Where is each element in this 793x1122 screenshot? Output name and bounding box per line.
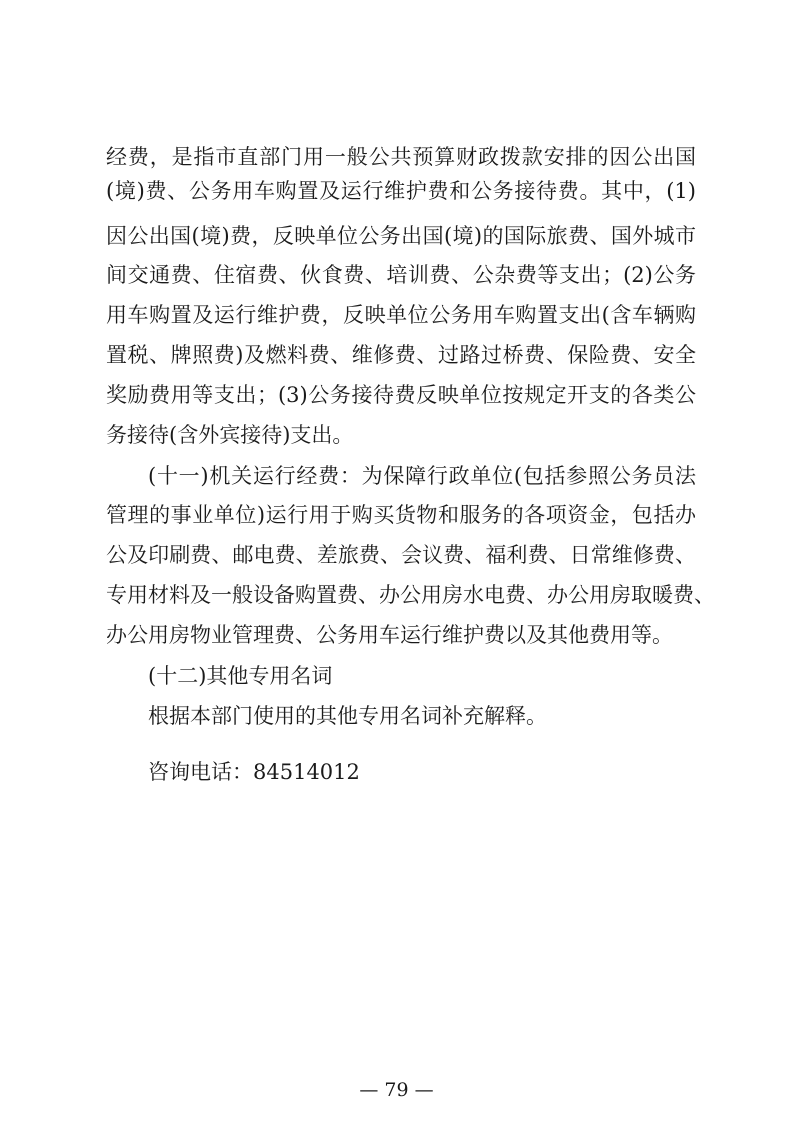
contact-phone: 咨询电话：84514012 bbox=[148, 760, 360, 784]
body-text-line: 间交通费、住宿费、伙食费、培训费、公杂费等支出；(2)公务 bbox=[106, 263, 696, 287]
body-text-line: 管理的事业单位)运行用于购买货物和服务的各项资金，包括办 bbox=[106, 503, 696, 527]
body-text-line: 公及印刷费、邮电费、差旅费、会议费、福利费、日常维修费、 bbox=[106, 543, 696, 567]
body-text-line: 因公出国(境)费，反映单位公务出国(境)的国际旅费、国外城市 bbox=[106, 224, 696, 248]
section-heading-12: (十二)其他专用名词 bbox=[148, 664, 333, 688]
section-heading-11: (十一)机关运行经费：为保障行政单位(包括参照公务员法 bbox=[148, 464, 696, 488]
body-text-line: 奖励费用等支出；(3)公务接待费反映单位按规定开支的各类公 bbox=[106, 383, 696, 407]
body-text-line: 经费，是指市直部门用一般公共预算财政拨款安排的因公出国 bbox=[106, 145, 696, 169]
page-number: — 79 — bbox=[359, 1079, 434, 1101]
body-text-line: 专用材料及一般设备购置费、办公用房水电费、办公用房取暖费、 bbox=[106, 583, 715, 607]
body-text-line: (境)费、公务用车购置及运行维护费和公务接待费。其中，(1) bbox=[106, 179, 696, 203]
body-text-line: 务接待(含外宾接待)支出。 bbox=[106, 423, 354, 447]
body-text-line: 根据本部门使用的其他专用名词补充解释。 bbox=[148, 704, 547, 728]
body-text-line: 置税、牌照费)及燃料费、维修费、过路过桥费、保险费、安全 bbox=[106, 343, 696, 367]
body-text-line: 办公用房物业管理费、公务用车运行维护费以及其他费用等。 bbox=[106, 623, 673, 647]
body-text-line: 用车购置及运行维护费，反映单位公务用车购置支出(含车辆购 bbox=[106, 303, 696, 327]
